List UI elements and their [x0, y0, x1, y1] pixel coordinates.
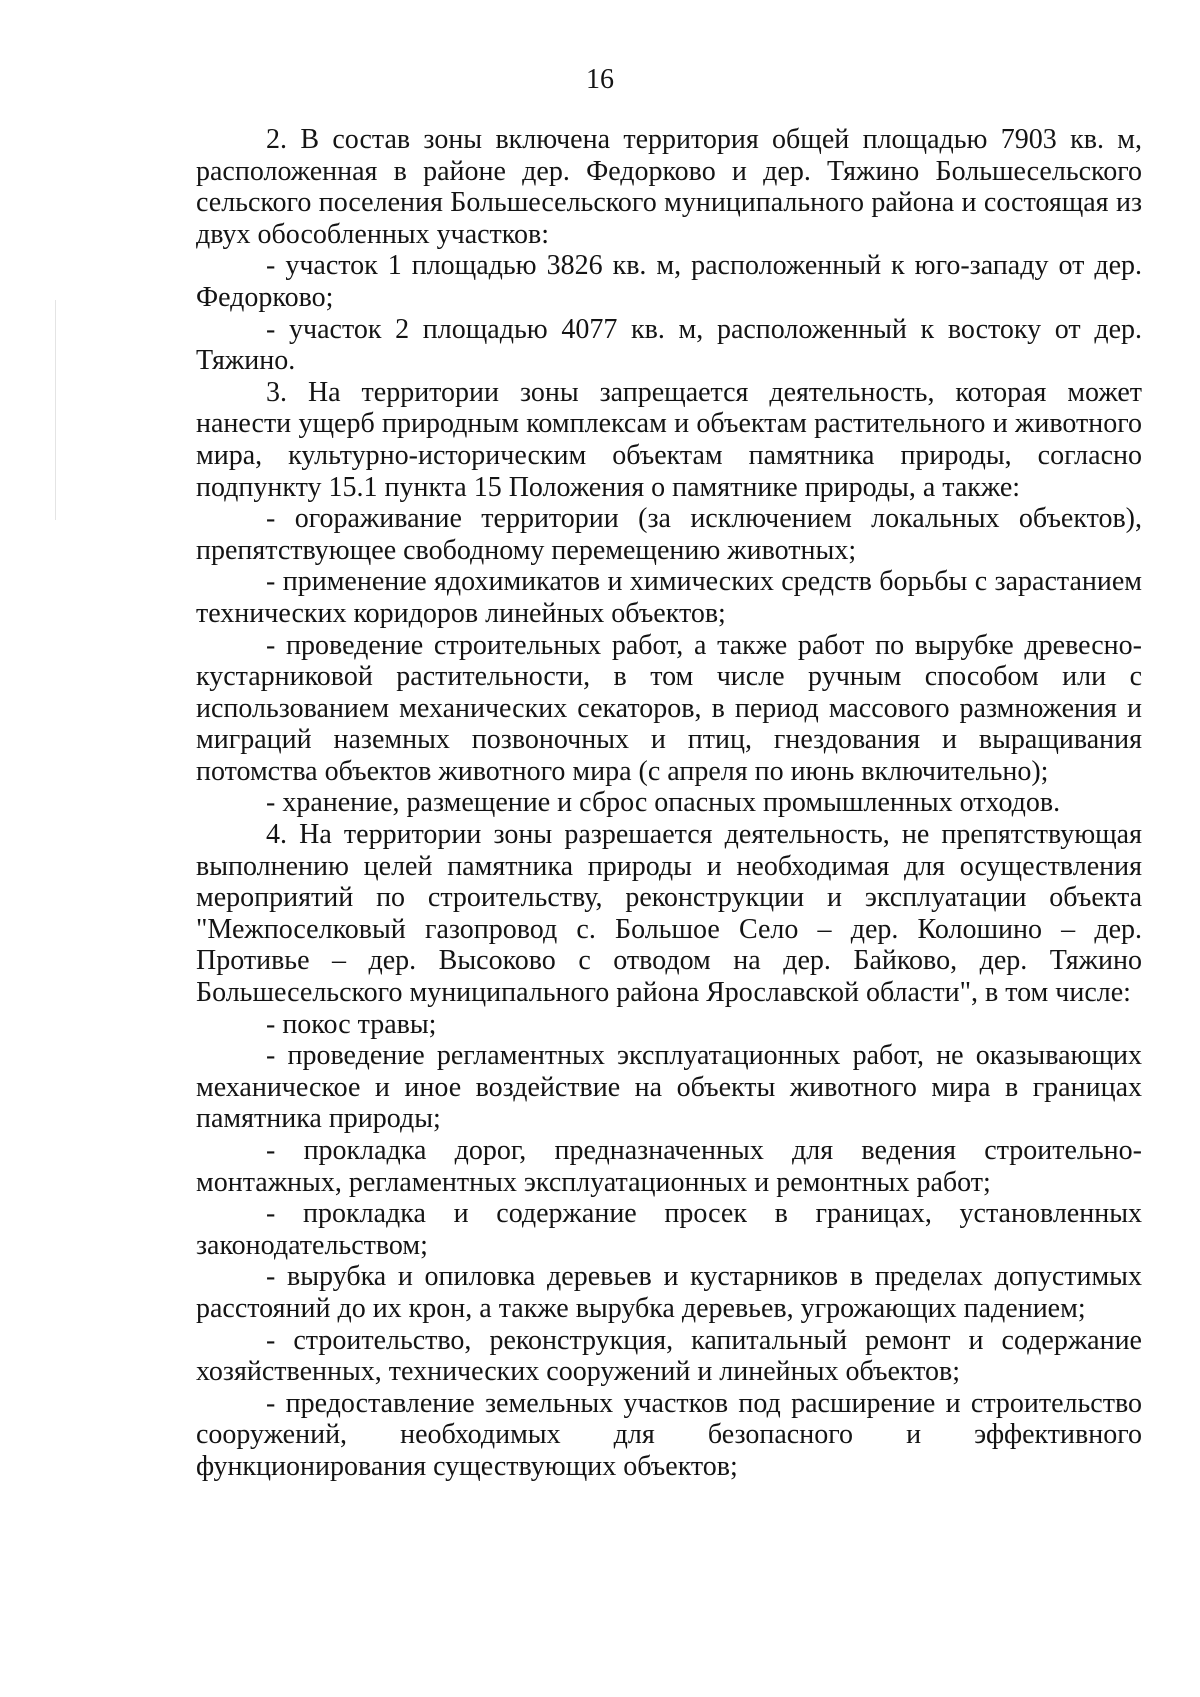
list-item-waste-storage: - хранение, размещение и сброс опасных промышленных отходов. — [266, 787, 1061, 819]
list-item-mowing: - покос травы; — [266, 1008, 437, 1040]
list-item-tree-cutting: - вырубка и опиловка деревьев и кустарников в пределах допустимых расстояний до их крон, а также вырубка деревьев, угрожающих падением; — [196, 1261, 1142, 1324]
list-item-land-plots: - предоставление земельных участков под расширение и строительство сооружений, необходимых для безопасного и эффективного функционирования существующих объектов; — [196, 1387, 1142, 1482]
paragraph-2-zone-composition: 2. В состав зоны включена территория общей площадью 7903 кв. м, расположенная в районе дер. Федорково и дер. Тяжино Большесельского сельского поселения Большесельского муниципального района и состоящая из двух обособленных участков: — [196, 124, 1142, 250]
paragraph-3-prohibited-activities: 3. На территории зоны запрещается деятельность, которая может нанести ущерб природным комплексам и объектам растительного и животного мира, культурно-историческим объектам памятника природы, согласно подпункту 15.1 пункта 15 Положения о памятнике природы, а также: — [196, 376, 1142, 503]
list-item-pesticides: - применение ядохимикатов и химических средств борьбы с зарастанием технических коридоров линейных объектов; — [196, 566, 1142, 629]
document-body — [196, 124, 1142, 1483]
list-item-plot-2: - участок 2 площадью 4077 кв. м, расположенный к востоку от дер. Тяжино. — [196, 313, 1142, 377]
scan-margin-mark — [55, 300, 56, 520]
list-item-maintenance-works: - проведение регламентных эксплуатационных работ, не оказывающих механическое и иное воздействие на объекты животного мира в границах памятника природы; — [196, 1040, 1142, 1135]
list-item-clearings: - прокладка и содержание просек в границах, установленных законодательством; — [196, 1198, 1142, 1261]
list-item-fencing: - огораживание территории (за исключением локальных объектов), препятствующее свободному перемещению животных; — [196, 503, 1142, 566]
list-item-structures: - строительство, реконструкция, капитальный ремонт и содержание хозяйственных, технических сооружений и линейных объектов; — [196, 1324, 1142, 1388]
paragraph-4-permitted-activities: 4. На территории зоны разрешается деятельность, не препятствующая выполнению целей памятника природы и необходимая для осуществления мероприятий по строительству, реконструкции и эксплуатации объекта "Межпоселковый газопровод с. Большое Село – дер. Колошино – дер. Противье – дер. Высоково с отводом на дер. Байково, дер. Тяжино Большесельского муниципального района Ярославской области", в том числе: — [196, 819, 1142, 1009]
list-item-plot-1: - участок 1 площадью 3826 кв. м, расположенный к юго-западу от дер. Федорково; — [196, 250, 1142, 313]
page-number: 16 — [586, 64, 614, 95]
list-item-construction-works: - проведение строительных работ, а также работ по вырубке древесно-кустарниковой растительности, в том числе ручным способом или с использованием механических секаторов, в период массового размножения и миграций наземных позвоночных и птиц, гнездования и выращивания потомства объектов животного мира (с апреля по июнь включительно); — [196, 629, 1142, 787]
list-item-road-laying: - прокладка дорог, предназначенных для ведения строительно-монтажных, регламентных эксплуатационных и ремонтных работ; — [196, 1135, 1142, 1198]
